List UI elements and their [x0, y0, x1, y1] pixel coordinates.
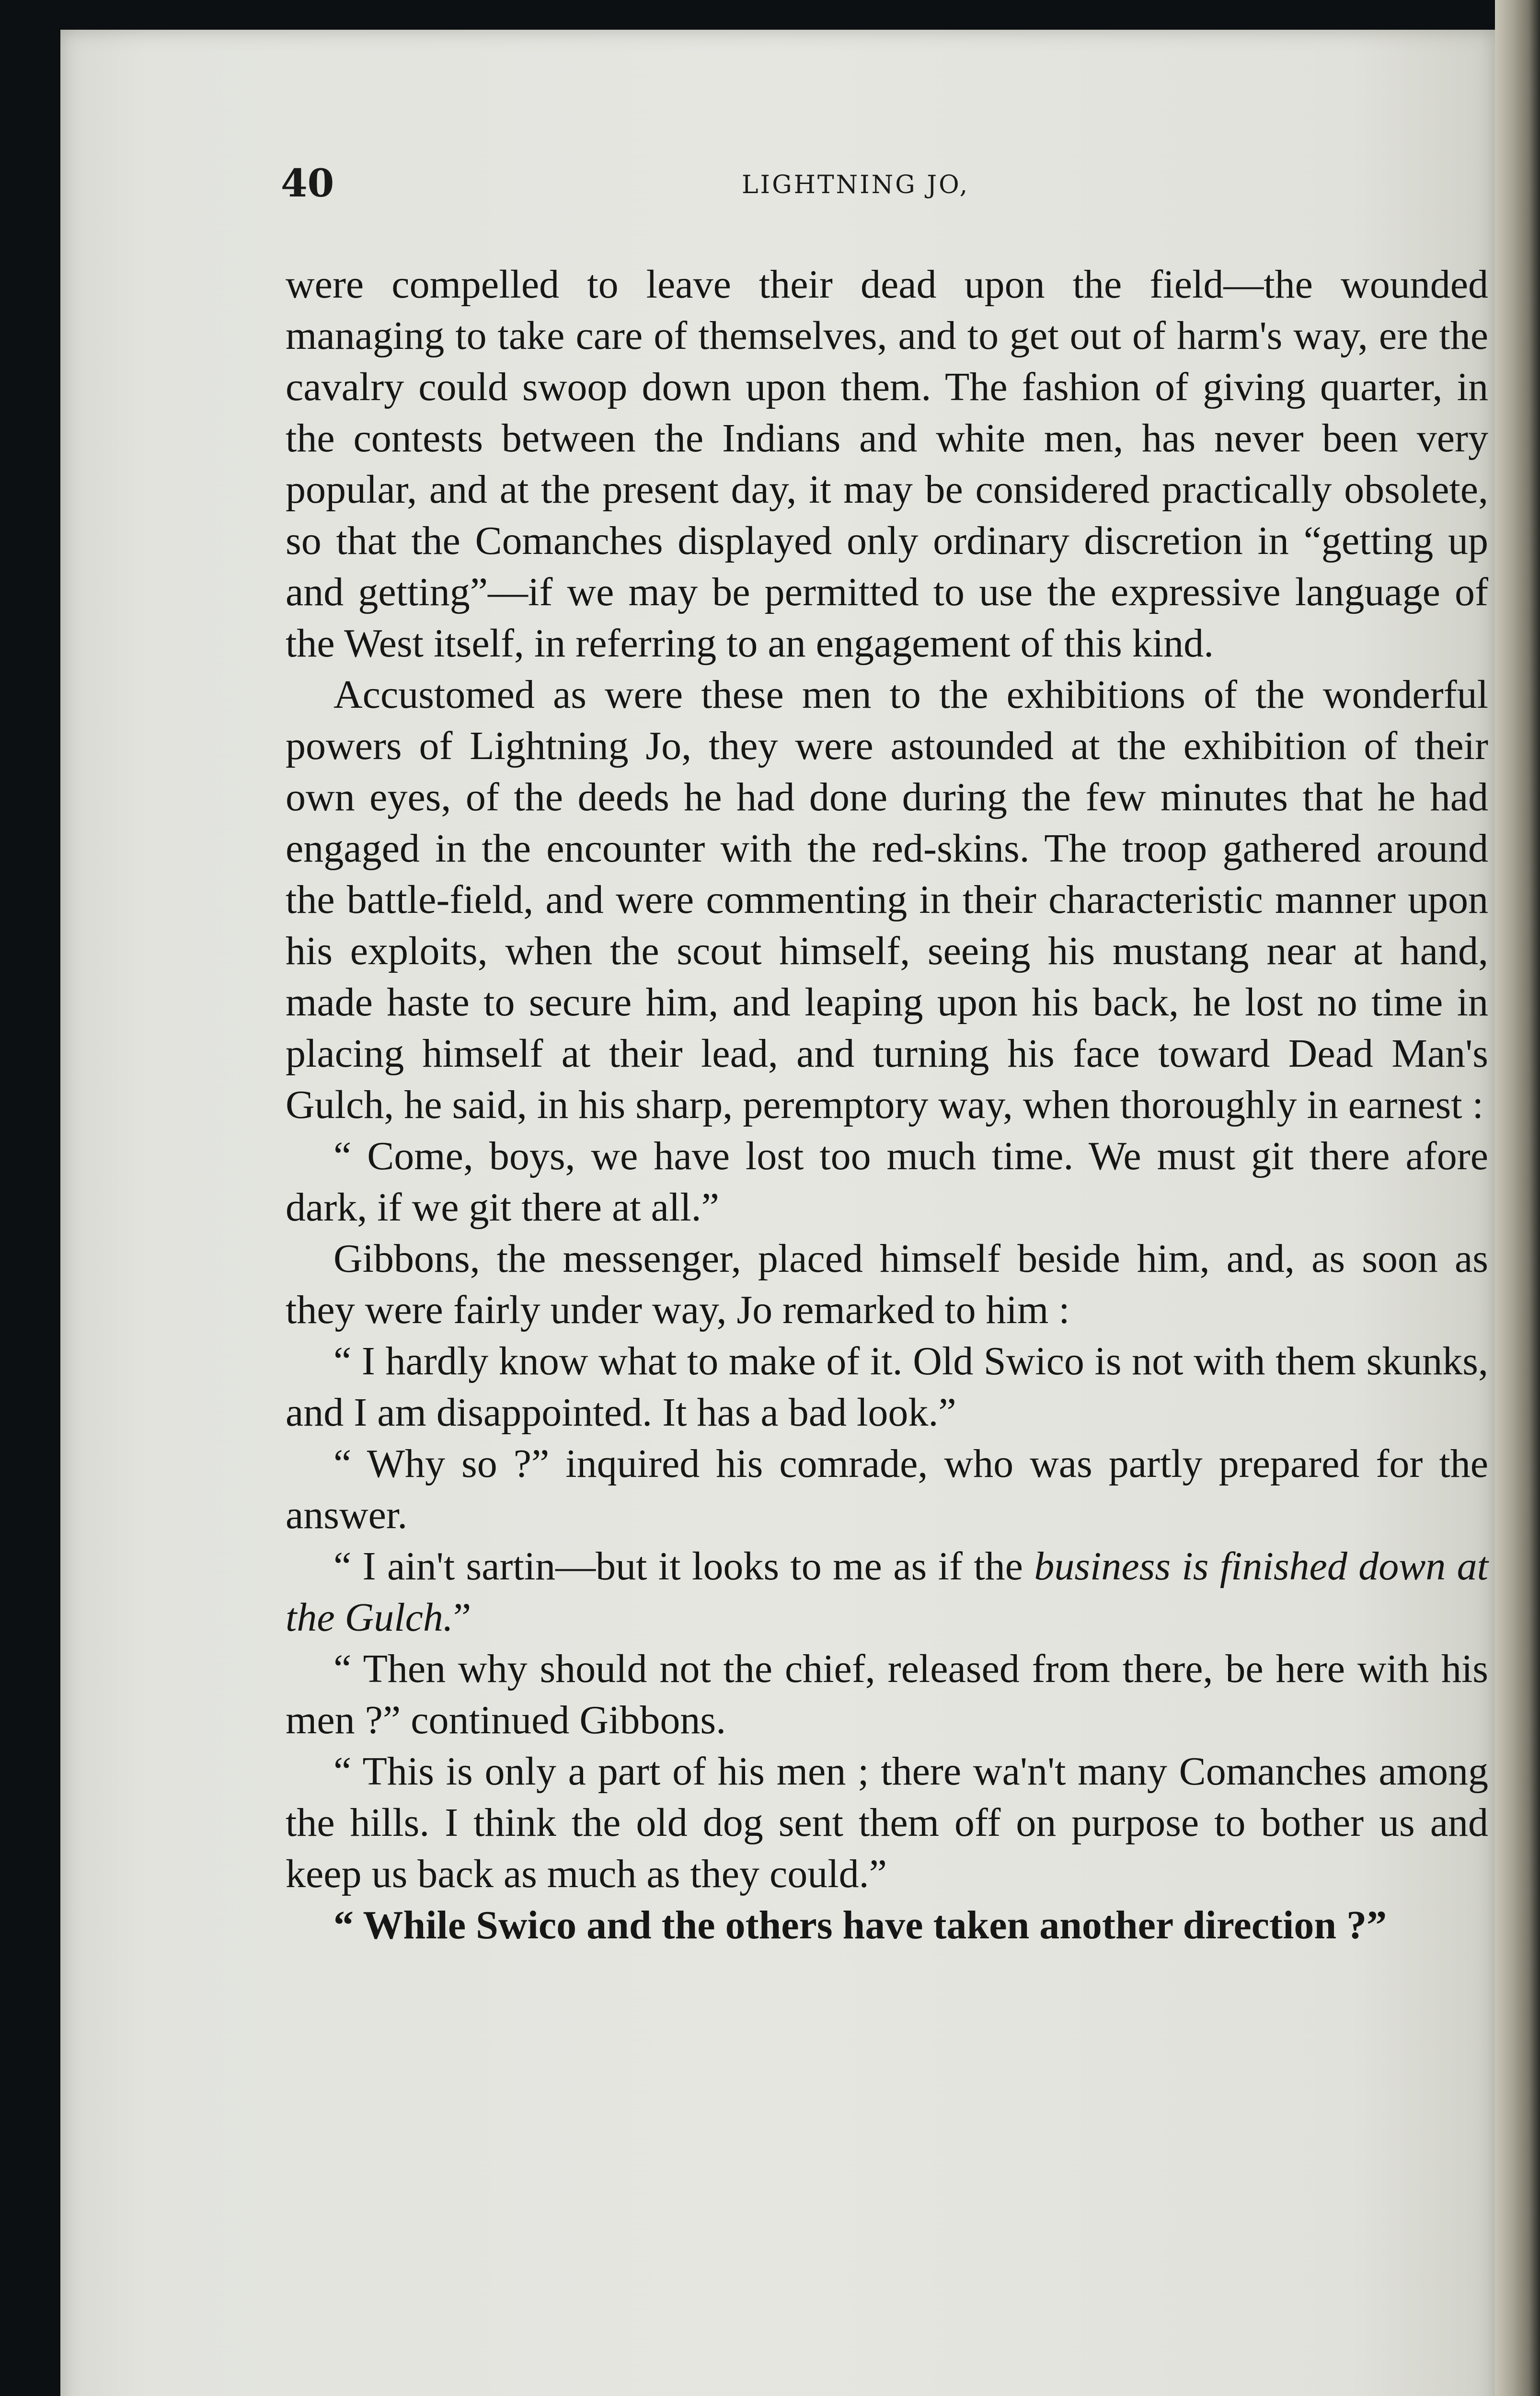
paragraph: “ This is only a part of his men ; there wa'n't many Comanches among the hills. I think the old dog sent them off on purpose to bother us and keep us back as much as they could.”: [286, 1749, 1488, 1896]
running-head: LIGHTNING JO,: [742, 171, 970, 199]
paragraph: were compelled to leave their dead upon the field—the wounded managing to take care of themselves, and to get out of harm's way, ere the cavalry could swoop down upon them. The fashion of giving quarter, in the contests between the Indians and white men, has never been very popular, and at the present day, it may be considered practically obsolete, so that the Comanches displayed only ordinary discretion in “getting up and getting”—if we may be permitted to use the expressive language of the West itself, in referring to an engagement of this kind.: [286, 262, 1488, 666]
paragraph: “ Then why should not the chief, released from there, be here with his men ?” continued Gibbons.: [286, 1647, 1488, 1742]
text-span: ”: [453, 1595, 471, 1640]
paragraph: [286, 1541, 1488, 1643]
paragraph: “ While Swico and the others have taken another direction ?”: [333, 1903, 1387, 1947]
paragraph: “ Come, boys, we have lost too much time. We must git there afore dark, if we git there at all.”: [286, 1134, 1488, 1230]
page-number: 40: [281, 161, 334, 206]
page-header: [281, 159, 1488, 212]
paragraph: Accustomed as were these men to the exhibitions of the wonderful powers of Lightning Jo, they were astounded at the exhibition of their own eyes, of the deeds he had done during the few minutes that he had engaged in the encounter with the red-skins. The troop gathered around the battle-field, and were commenting in their characteristic manner upon his exploits, when the scout himself, seeing his mustang near at hand, made haste to secure him, and leaping upon his back, he lost no time in placing himself at their lead, and turning his face toward Dead Man's Gulch, he said, in his sharp, peremptory way, when thoroughly in earnest :: [286, 672, 1488, 1127]
body-text: [286, 259, 1488, 1951]
text-span: “ I ain't sartin—but it looks to me as if the: [333, 1544, 1034, 1589]
paragraph: “ Why so ?” inquired his comrade, who was partly prepared for the answer.: [286, 1441, 1488, 1537]
italic-text: business is finished down at the Gulch.: [286, 1544, 1488, 1640]
paragraph: Gibbons, the messenger, placed himself beside him, and, as soon as they were fairly under way, Jo remarked to him :: [286, 1236, 1488, 1332]
page-edge: [1495, 0, 1540, 2396]
paragraph: “ I hardly know what to make of it. Old Swico is not with them skunks, and I am disappointed. It has a bad look.”: [286, 1339, 1488, 1435]
